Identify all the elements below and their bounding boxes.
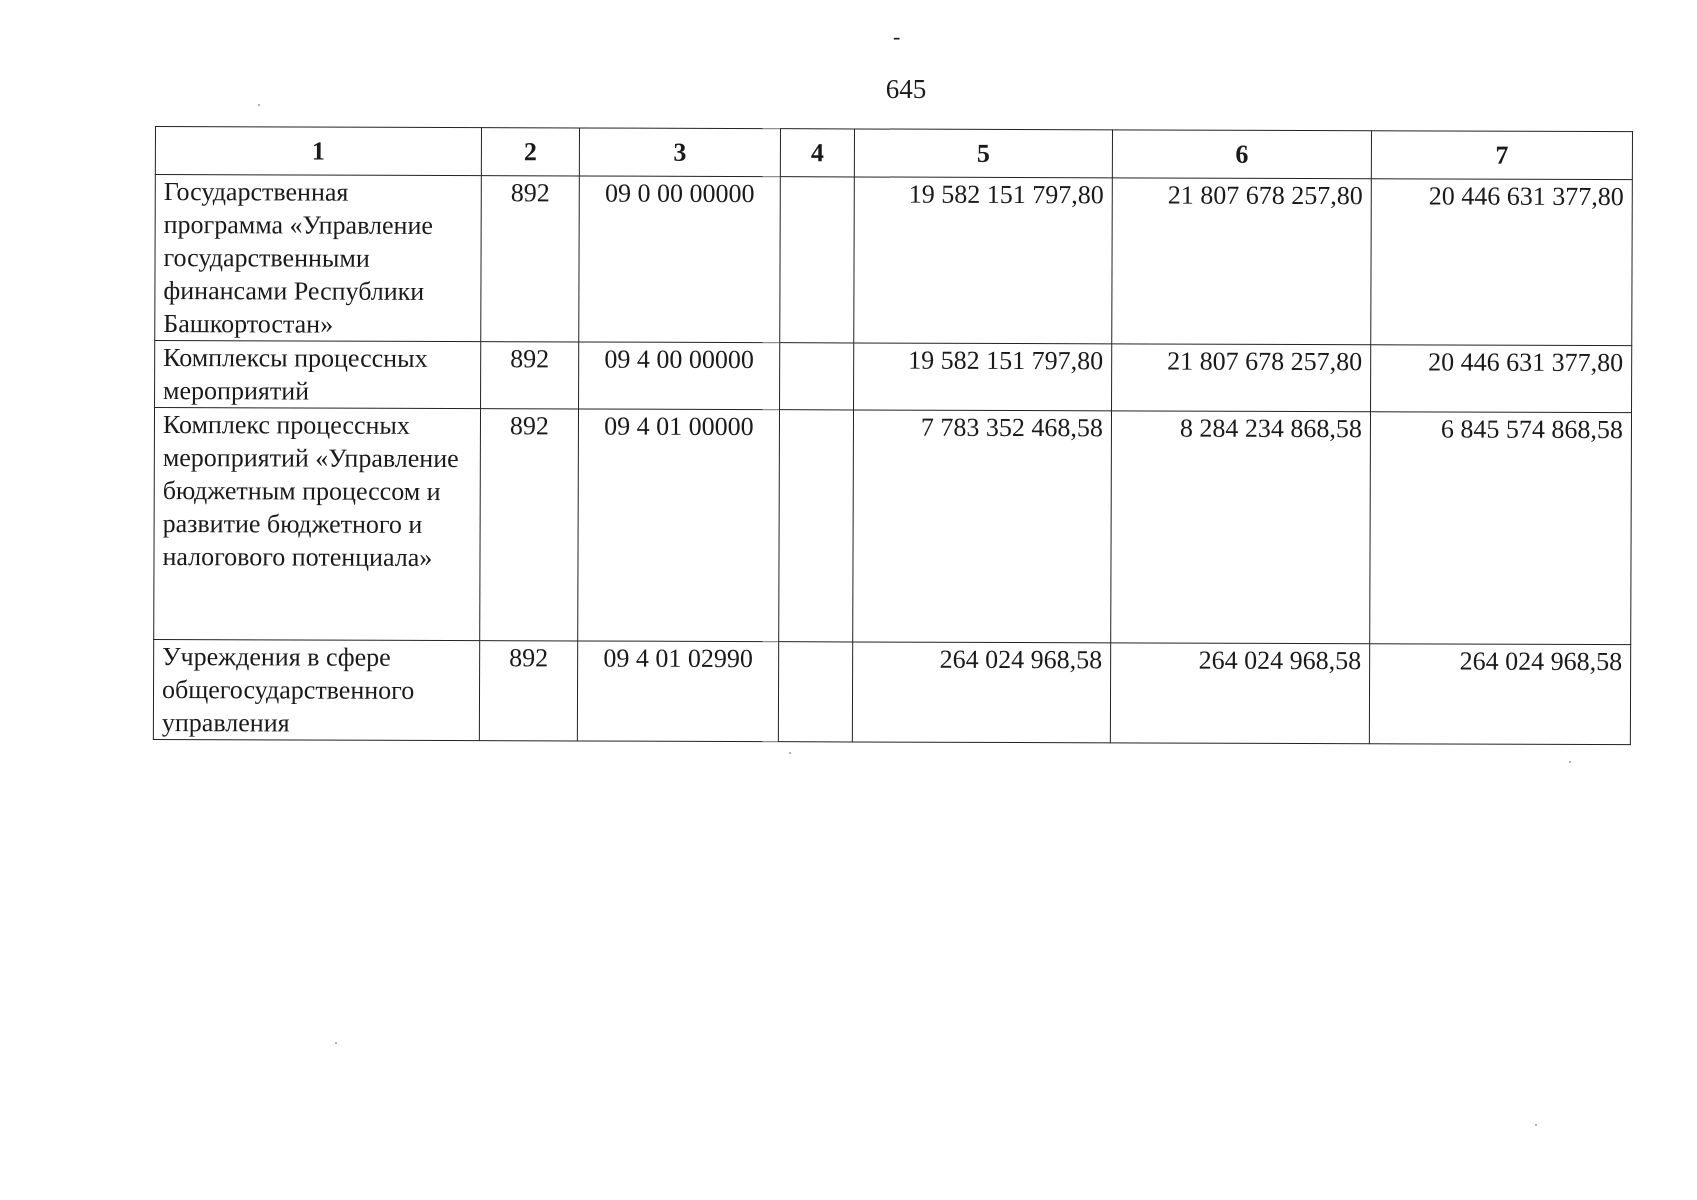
row-vr-cell bbox=[780, 177, 855, 343]
header-col-4: 4 bbox=[780, 129, 854, 177]
row-sum-2-cell: 264 024 968,58 bbox=[1110, 643, 1369, 744]
budget-table bbox=[153, 126, 1633, 745]
row-sum-3-cell: 6 845 574 868,58 bbox=[1370, 412, 1632, 645]
row-vr-cell bbox=[780, 343, 854, 410]
scan-speck bbox=[258, 104, 260, 106]
row-csr-cell: 09 4 01 00000 bbox=[578, 409, 780, 642]
header-col-3: 3 bbox=[579, 128, 780, 177]
table-header bbox=[155, 127, 1632, 180]
row-sum-3-cell: 20 446 631 377,80 bbox=[1371, 345, 1632, 413]
row-csr-cell: 09 0 00 00000 bbox=[579, 176, 781, 343]
row-csr-cell: 09 4 01 02990 bbox=[577, 641, 778, 742]
header-col-7: 7 bbox=[1371, 131, 1632, 180]
row-grbs-cell: 892 bbox=[481, 176, 580, 342]
row-sum-2-cell: 21 807 678 257,80 bbox=[1112, 344, 1371, 412]
table-body bbox=[153, 175, 1632, 745]
row-name-cell: Комплекс процессных мероприятий «Управление бюджетным процессом и развитие бюджетного и налогового потенциала» bbox=[154, 408, 481, 641]
scan-speck bbox=[1569, 761, 1571, 763]
table-row bbox=[154, 408, 1632, 645]
page-number: 645 bbox=[885, 74, 927, 104]
header-col-2: 2 bbox=[481, 128, 579, 176]
row-name-cell: Государственная программа «Управление государственными финансами Республики Башкортостан» bbox=[155, 175, 482, 342]
row-vr-cell bbox=[778, 642, 852, 742]
row-sum-1-cell: 7 783 352 468,58 bbox=[853, 410, 1112, 643]
header-col-6: 6 bbox=[1112, 130, 1371, 179]
scan-speck bbox=[789, 752, 791, 754]
page-top-mark: - bbox=[893, 24, 901, 49]
table-row bbox=[155, 341, 1632, 413]
row-sum-2-cell: 21 807 678 257,80 bbox=[1112, 178, 1372, 345]
row-name-cell: Учреждения в сфере общегосударственного управления bbox=[153, 639, 479, 740]
row-sum-3-cell: 264 024 968,58 bbox=[1369, 644, 1630, 745]
row-sum-1-cell: 19 582 151 797,80 bbox=[854, 177, 1113, 344]
row-grbs-cell: 892 bbox=[481, 342, 579, 409]
header-col-5: 5 bbox=[854, 129, 1112, 178]
row-sum-3-cell: 20 446 631 377,80 bbox=[1371, 179, 1633, 346]
row-sum-1-cell: 264 024 968,58 bbox=[852, 642, 1110, 743]
row-grbs-cell: 892 bbox=[480, 409, 579, 641]
scan-speck bbox=[1535, 1124, 1537, 1126]
row-sum-1-cell: 19 582 151 797,80 bbox=[854, 343, 1112, 411]
header-row bbox=[155, 127, 1632, 180]
row-name-cell: Комплексы процессных мероприятий bbox=[155, 341, 481, 409]
row-vr-cell bbox=[779, 410, 854, 642]
row-sum-2-cell: 8 284 234 868,58 bbox=[1111, 411, 1371, 644]
scan-speck bbox=[335, 1042, 337, 1044]
header-col-1: 1 bbox=[155, 127, 481, 176]
row-csr-cell: 09 4 00 00000 bbox=[579, 342, 780, 410]
row-grbs-cell: 892 bbox=[479, 641, 577, 741]
table-row bbox=[155, 175, 1633, 346]
table-row bbox=[153, 639, 1630, 744]
